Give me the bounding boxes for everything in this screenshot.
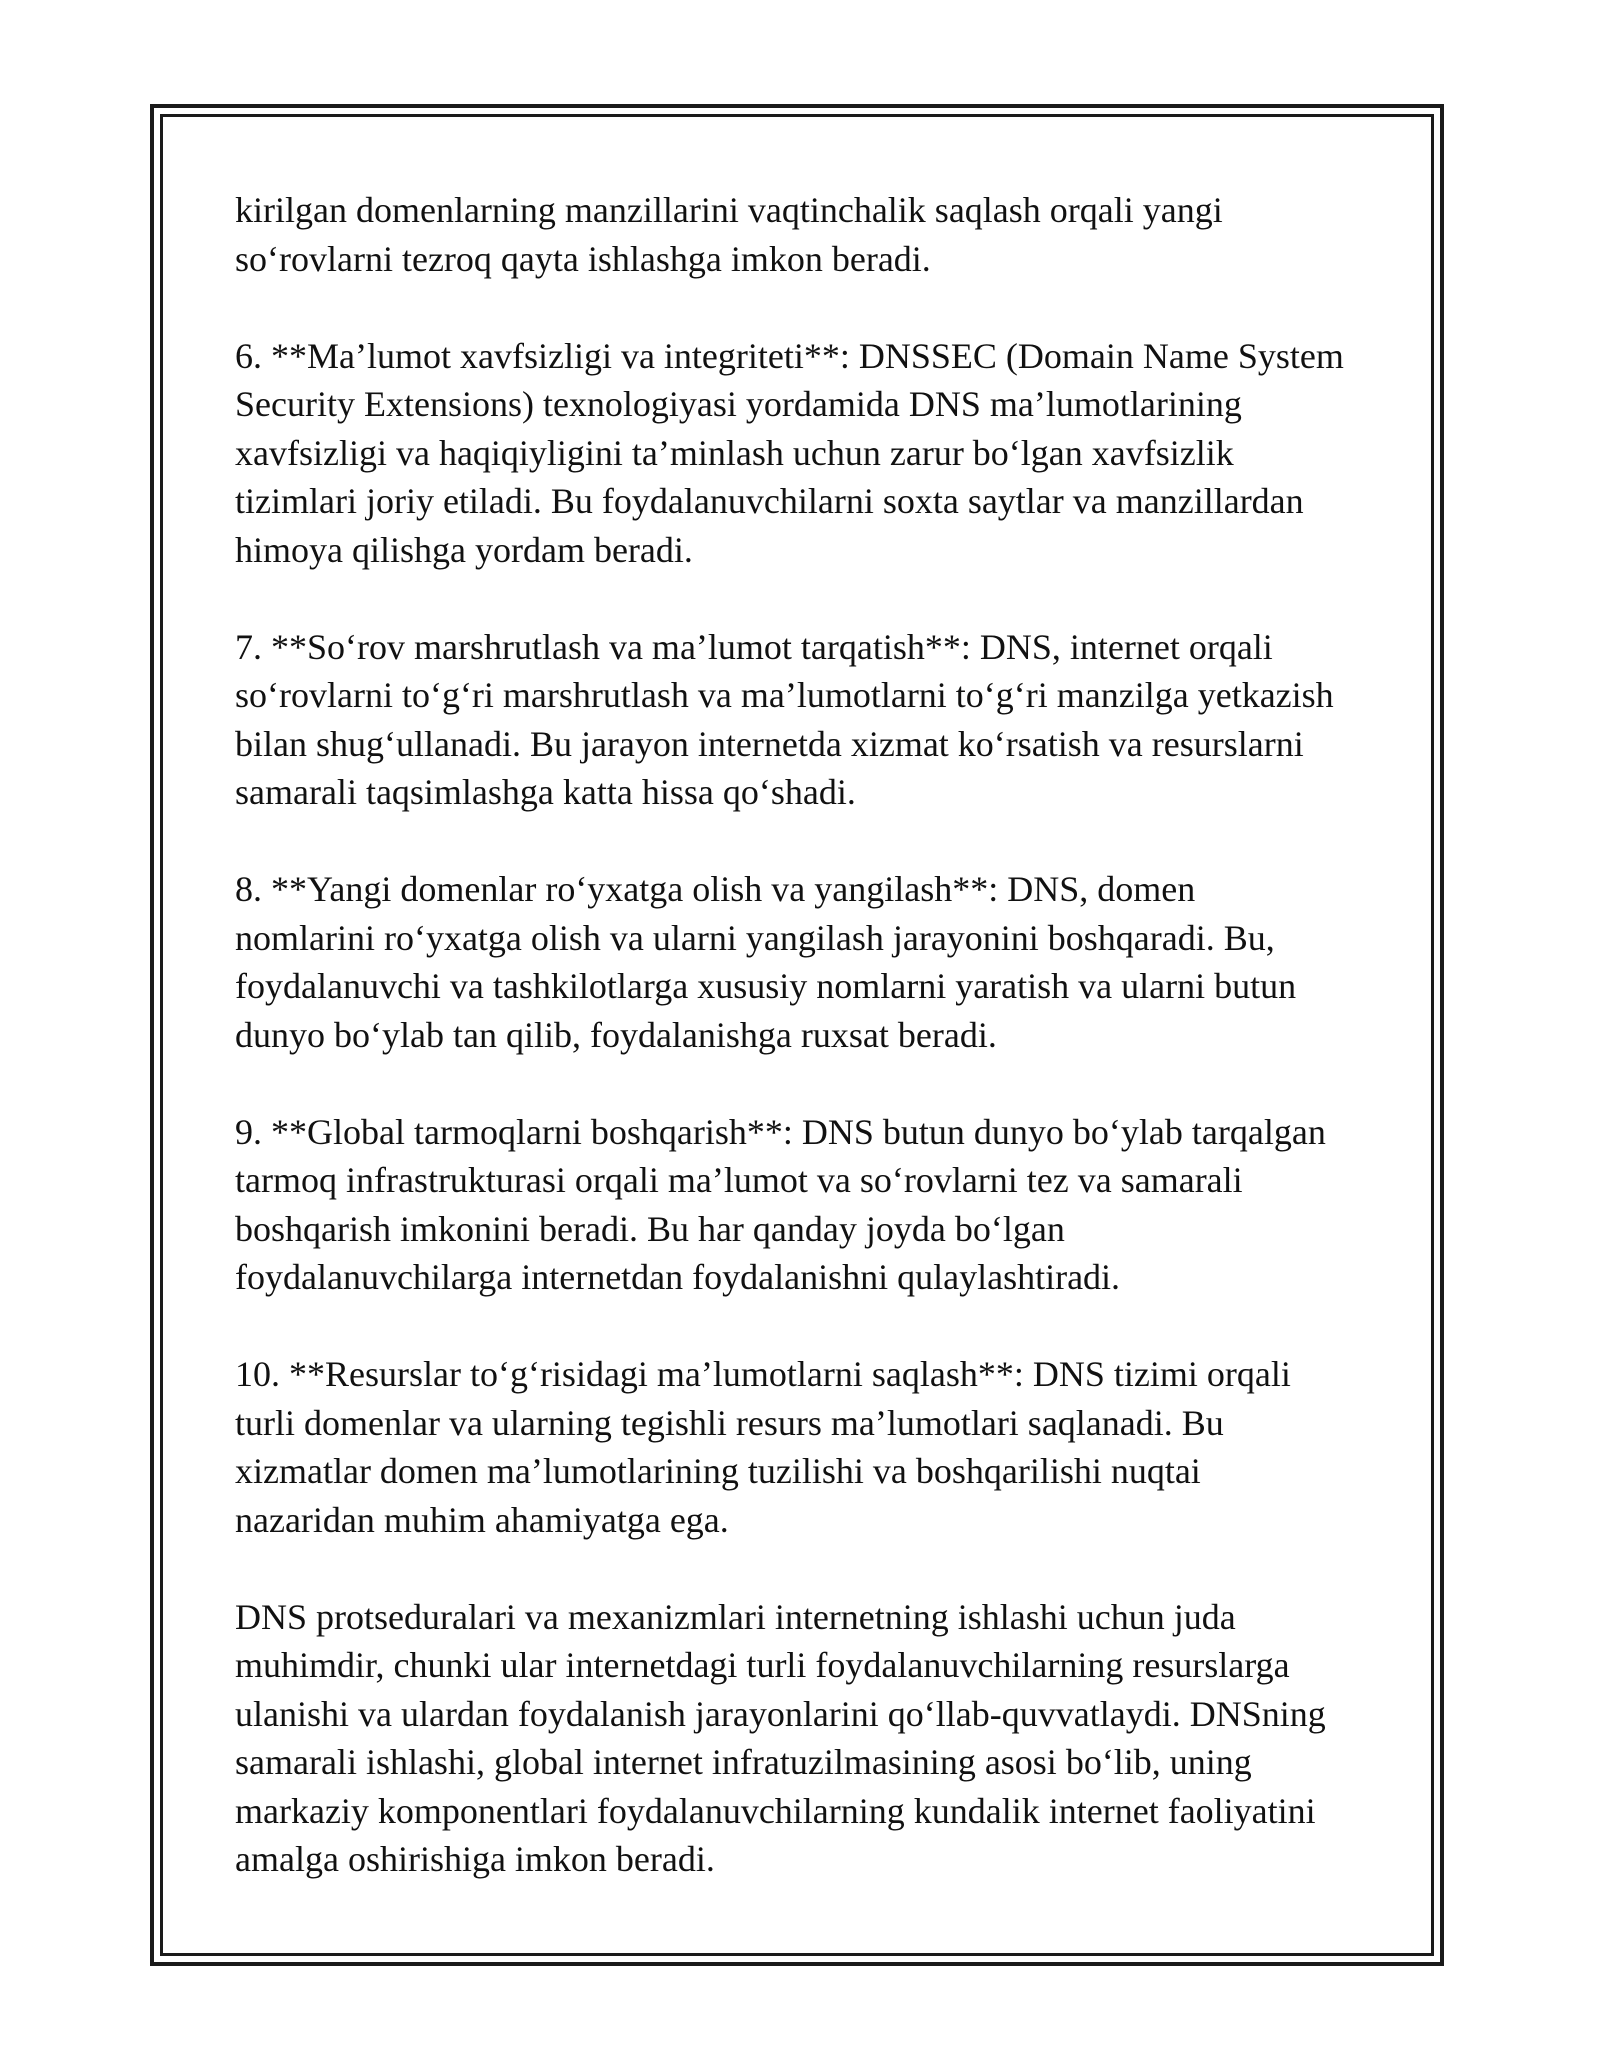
paragraph-continuation: kirilgan domenlarning manzillarini vaqtinchalik saqlash orqali yangi so‘rovlarni tezroq qayta ishlashga imkon beradi. bbox=[235, 190, 1223, 279]
paragraph-item-6: 6. **Ma’lumot xavfsizligi va integriteti**: DNSSEC (Domain Name System Security Extensions) texnologiyasi yordamida DNS ma’lumotlarining xavfsizligi va haqiqiyligini ta’minlash uchun zarur bo‘lgan xavfsizlik tizimlari joriy etiladi. Bu foydalanuvchilarni soxta saytlar va manzillardan himoya qilishga yordam beradi. bbox=[235, 335, 1344, 570]
paragraph-item-9: 9. **Global tarmoqlarni boshqarish**: DNS butun dunyo bo‘ylab tarqalgan tarmoq infrastrukturasi orqali ma’lumot va so‘rovlarni tez va samarali boshqarish imkonini beradi. Bu har qanday joyda bo‘lgan foydalanuvchilarga internetdan foydalanishni qulaylashtiradi. bbox=[235, 1111, 1326, 1297]
paragraph-item-7: 7. **So‘rov marshrutlash va ma’lumot tarqatish**: DNS, internet orqali so‘rovlarni to‘g‘ri marshrutlash va ma’lumotlarni to‘g‘ri manzilga yetkazish bilan shug‘ullanadi. Bu jarayon internetda xizmat ko‘rsatish va resurslarni samarali taqsimlashga katta hissa qo‘shadi. bbox=[235, 626, 1334, 812]
document-body bbox=[235, 186, 1385, 1884]
paragraph-conclusion: DNS protseduralari va mexanizmlari internetning ishlashi uchun juda muhimdir, chunki ular internetdagi turli foydalanuvchilarning resurslarga ulanishi va ulardan foydalanish jarayonlarini qo‘llab-quvvatlaydi. DNSning samarali ishlashi, global internet infratuzilmasining asosi bo‘lib, uning markaziy komponentlari foydalanuvchilarning kundalik internet faoliyatini amalga oshirishiga imkon beradi. bbox=[235, 1596, 1326, 1879]
paragraph-item-8: 8. **Yangi domenlar ro‘yxatga olish va yangilash**: DNS, domen nomlarini ro‘yxatga olish va ularni yangilash jarayonini boshqaradi. Bu, foydalanuvchi va tashkilotlarga xususiy nomlarni yaratish va ularni butun dunyo bo‘ylab tan qilib, foydalanishga ruxsat beradi. bbox=[235, 869, 1297, 1055]
paragraph-item-10: 10. **Resurslar to‘g‘risidagi ma’lumotlarni saqlash**: DNS tizimi orqali turli domenlar va ularning tegishli resurs ma’lumotlari saqlanadi. Bu xizmatlar domen ma’lumotlarining tuzilishi va boshqarilishi nuqtai nazaridan muhim ahamiyatga ega. bbox=[235, 1354, 1291, 1540]
